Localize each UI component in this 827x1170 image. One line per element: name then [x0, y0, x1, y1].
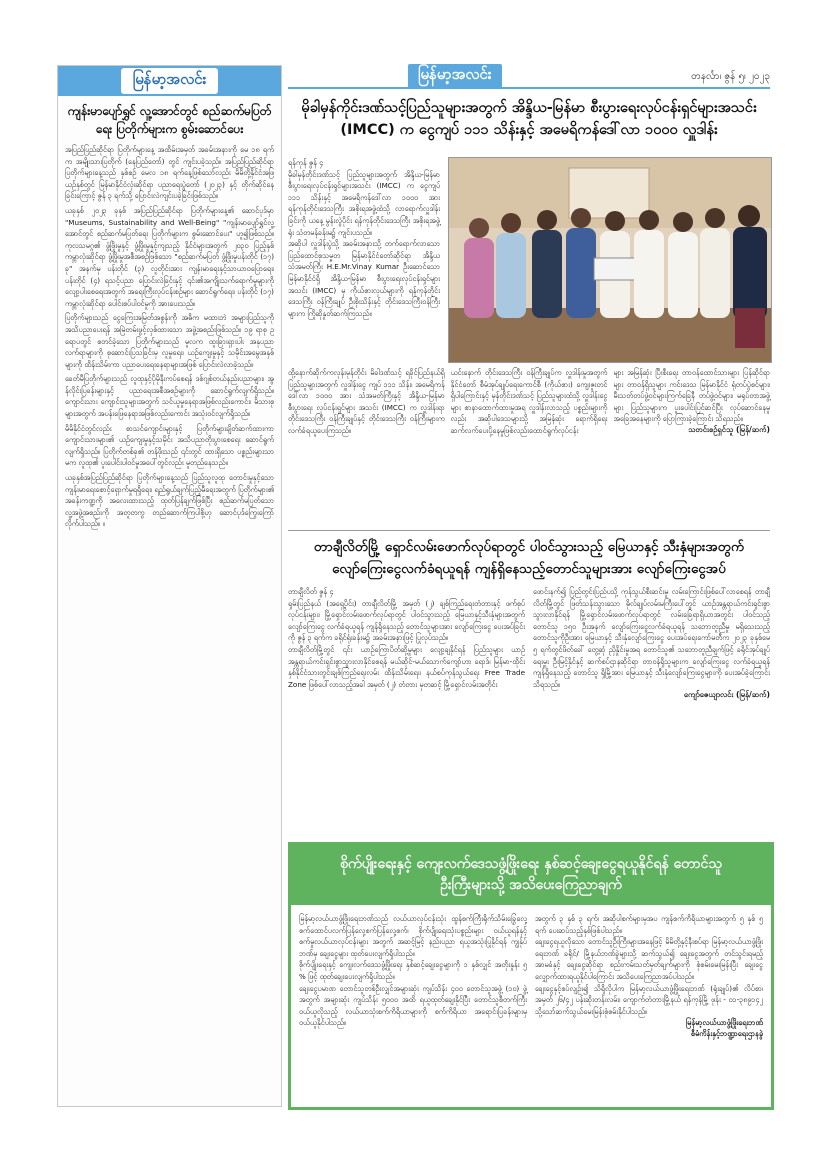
top-article-column: ရန်ကုန် ဇွန် ၄ မိုခါမှန်တိုင်းဒဏ်သင့် ပြည်သူများအတွက် အိန္ဒိယ-မြန်မာ စီးပွားရေးလုပ်ငန်းရှင်များအသင်း (IMCC) က ငွေကျပ် ၁၁၁ သိန်းနှင့် အမေရိကန်ဒေါ်လာ ၁၀၀၀ အား ရန်ကုန်တိုင်းဒေသကြီး အစိုးရအဖွဲ့ထံသို့ လာရောက်လှူဒါန်းခြင်းကို ယနေ့ မွန်းလွဲပိုင်း ရန်ကုန်တိုင်းဒေသကြီး အစိုးရအဖွဲ့ရုံး သံတမန်ခန်းမ၌ ကျင်းပသည်။ အဆိုပါ လှူဒါန်းပွဲသို့ အခမ်းအနားသို့ တက်ရောက်လာသော ပြည်ထောင်စုသမ္မတ မြန်မာနိုင်ငံတော်ဆိုင်ရာ အိန္ဒိယသံအမတ်ကြီး H.E.Mr.Vinay Kumar ဦးဆောင်သော မြန်မာနိုင်ငံရှိ အိန္ဒိယ-မြန်မာ စီးပွားရေးလုပ်ငန်းရှင်များ အသင်း (IMCC) မှ ကိုယ်စားလှယ်များကို ရန်ကုန်တိုင်းဒေသကြီး ဝန်ကြီးချုပ် ဦးစိုးသိန်းနှင့် တိုင်းဒေသကြီးဝန်ကြီးများက ကြိုဆိုနှုတ်ဆက်ကြသည်။ — [288, 158, 440, 318]
top-article-credit: သတင်းစဉ်ရှင်သူ (မြန်/ဆက်) — [688, 424, 771, 434]
left-paragraph: မိမိနိုင်ငံတွင်လည်း စာသင်ကျောင်းများနှင့် ပြတိုက်များချိတ်ဆက်ထားကာ ကျောင်းသားများ၏ ယဉ်ကျေးမှုနှင့်သမိုင်း အသိပညာတိုးပွားစေရေး ဆောင်ရွက်လျက်ရှိသည်။ ပြတိုက်တစ်ခု၏ တန်ဖိုးသည် ၎င်းတွင် ထားရှိသော ပစ္စည်းများသာမက လူထု၏ ပူးပေါင်းပါဝင်မှုအပေါ်တွင်လည်း မူတည်နေသည်။ — [65, 423, 274, 468]
middle-article-columns — [288, 586, 770, 701]
left-paragraph: အပြည်ပြည်ဆိုင်ရာ ပြတိုက်များနေ့ အထိမ်းအမှတ် အခမ်းအနားကို မေ ၁၈ ရက်က အမျိုးသားပြတိုက် (နေပြည်တော်) တွင် ကျင်းပခဲ့သည်။ အပြည်ပြည်ဆိုင်ရာ ပြတိုက်များနေ့သည် နှစ်စဉ် မေလ ၁၈ ရက်နေ့ဖြစ်သော်လည်း မိမိတို့နိုင်ငံအဖြ ယဉ်နှစ်တွင် မြန်မာနိုင်ငံလုံးဆိုင်ရာ ပညာရေးပွဲတော် (၂၀၂၃) နှင့် တိုက်ဆိုင်နေခြင်းကြောင့် ဇွန် ၃ ရက်သို့ ပြောင်းလဲကျင်းပခဲ့ခြင်းဖြစ်သည်။ — [65, 145, 274, 201]
left-masthead-title: မြန်မာ့အလင်း — [121, 68, 219, 94]
left-masthead — [58, 66, 281, 96]
middle-article-column: တာချီလိတ် ဇွန် ၄ ရှမ်းပြည်နယ် (အရှေ့ပိုင်း) တာချီလိတ်မြို့ အမှတ် (၂) ချစ်ကြည်ရေးတံတားနှင့် ဖက်စုပ်လုပ်ငန်းများ၊ မြို့ရှောင်လမ်းဖောက်လုပ်ရာတွင် ပါဝင်သွားသည့် မြေယာနှင့်သီးနှံများအတွက် လျော်ကြေးငွေ လက်ခံရယူရန် ကျန်ရှိနေသည့် တောင်သူများအား လျော်ကြေးငွေ ပေးအပ်ခြင်းကို ဇွန် ၃ ရက်က ခရိုင်ရုံးခန်းမ၌ အခမ်းအနားဖြင့် ပြုလုပ်သည်။ တာချီလိတ်မြို့တွင် ၎င်း ယာဉ်ကြောပိတ်ဆို့မှုများ လျော့ချနိုင်ရန် ပြည်သူများ ယာဉ်အန္တရာယ်ကင်းရှင်းစွာသွားလာနိုင်စေရန် မယ်ဆိုင်-မယ်သောက်ကျော်ဟာ ရောဒ်၊ မြန်မာ-ထိုင်း နှစ်နိုင်ငံသားတွင်းချစ်ကြည်ရေးလမ်း ထိန်းသိမ်းရေး၊ နယ်စပ်ကုန်သွယ်ရေး Free Trade Zone ဖြစ်ပေါ်လာသည့်အခါ အမှတ် (၂) တံတား မှတဆင့် မြို့ရှောင်လမ်းအတိုင်း — [288, 587, 525, 689]
left-paragraph: ယခုနှစ်အပြည်ပြည်ဆိုင်ရာ ပြတိုက်များနေ့သည် ပြည်သူလူထု တောင်းမှုနှင့်သော ကျန်းမာရေးစောင့်ရှောက်မှုရရှိရေး၊ ရည်ရွယ်ချက်ပြည့်မီရေးအတွက် ပြတိုက်များ၏ အခန်းကဏ္ဍကို အလေးထားသည့် ထုတ်ပြန်ချက်ဖြစ်ပြီး စည်ဆက်မပြတ်သော လူ့အဖွဲ့အစည်းကို အတူတကွ တည်ဆောက်ကြပါစို့ဟု ဆောင်ပုဒ်ကြွေးကြော်လိုက်ပါသည်။ ။ — [65, 473, 274, 529]
left-headline: ကျန်းမာပျော်ရွှင် လူ့အောင်တွင် စည်ဆက်မပြတ်ရေး ပြတိုက်များက စွမ်းဆောင်ပေး — [67, 104, 272, 136]
left-article-body — [65, 144, 274, 530]
top-article-column: ယင်းနောက် တိုင်းဒေသကြီး ဝန်ကြီးချုပ်က လှူဒါန်းမှုအတွက် နိုင်ငံတော် စီမံအုပ်ချုပ်ရေးကောင်စီ (ကိုယ်စား) ကျေးဇူးတင်ရှိပါကြောင်းနှင့် မုန်တိုင်းဒဏ်သင့် ပြည်သူများထံသို့ လှူဒါန်းငွေများ စာနာထောက်ထားမှုအရ လှူဒါန်းလာသည့် ပစ္စည်းများကိုလည်း အဆိုပါဒေသများသို့ အမြန်ဆုံး ရောက်ရှိရေး ဆက်လက်ပေးပို့နေမှုဖြစ်လည်းထောင်ရွက်လုပ်ငန်း — [450, 368, 608, 435]
bank-notice-box — [288, 842, 774, 1110]
bank-notice-headline: စိုက်ပျိုးရေးနှင့် ကျေးလက်ဒေသဖွံ့ဖြိုးရေး နှစ်ဆင့်ချေးငွေရယူနိုင်ရန် တောင်သူဦးကြီးများသို့ အသိပေးကြေညာချက် — [291, 845, 771, 905]
left-paragraph: ပြတိုက်များသည် ငွေကြေးအမြတ်အစွန်းကို အဓိက မထားဘဲ အများပြည်သူကို အသိပညာပေးရန် အမြဲတမ်းဖွင့်လှစ်ထားသော အဖွဲ့အစည်းဖြစ်သည်။ ၁၉ ရာစု ဥရောပတွင် စတင်ခဲ့သော ပြတိုက်များသည် မူလက ထူးခြားရှားပါး အနုပညာလက်ရာများကို စုဆောင်းပြသခြင်းမှ လူမှုရေး၊ ယဉ်ကျေးမှုနှင့် သမိုင်းအမွေအနှစ်များကို ထိန်းသိမ်းကာ ပညာပေးရေးနေရာများအဖြစ် ပြောင်းလဲလာခဲ့သည်။ — [65, 313, 274, 369]
masthead-title: မြန်မာ့အလင်း — [408, 64, 502, 88]
issue-date: တနင်္လာ၊ ဇွန် ၅၊ ၂၀၂၃ — [691, 70, 770, 82]
left-paragraph: ယခုနှစ် ၂၀၂၃ ခုနှစ် အပြည်ပြည်ဆိုင်ရာ ပြတိုက်များနေ့၏ ဆောင်ပုဒ်မှာ "Museums, Sustainability and Well-Being" "ကျန်းမာပျော်ရွှင်လူ့အောင်တွင် စည်ဆက်မပြတ်ရေး ပြတိုက်များက စွမ်းဆောင်ပေး" ဟူ၍ဖြစ်သည်။ ကုလသမဂ္ဂ၏ ဖွံ့ဖြိုးမှုနှင့် ဖွံ့ဖြိုးမှုနှင့်ကျသည့် နိုင်ငံများအတွက် ၂၀၃၀ ပြည့်နှစ် ကမ္ဘာလုံးဆိုင်ရာ ဖွံ့ဖြိုးမှုအစီအစဉ်ဖြစ်သော "စည်ဆက်မပြတ် ဖွံ့ဖြိုးမှုပန်းတိုင် (၁၇) ခု" အနက်မှ ပန်းတိုင် (၃) လူတိုင်းအား ကျန်းမာရေးနှင့်သာယာဝပြောရေး၊ ပန်းတိုင် (၄) ရသင့်ပညာ ပြောင်းလဲခြင်းနှင့် ၎င်း၏အကျိုးသက်ရောက်မှုများကို လျော့ပါးစေရေးအတွက် အရေးကြီးလုပ်ငန်းစဉ်များ ဆောင်ရွက်ရေး၊ ပန်းတိုင် (၁၇) ကမ္ဘာလုံးဆိုင်ရာ ပေါင်းစပ်ပါဝင်မှုကို အားပေးသည်။ — [65, 205, 274, 308]
top-article — [288, 97, 770, 527]
bank-notice-column: မြန်မာ့လယ်ယာဖွံ့ဖြိုးရေးဘဏ်သည် လယ်ယာလုပ်ငန်းသုံး ထွန်စက်ကြီးရိုက်သိမ်းခြွေလှေ့စက်ထောင်ပလက်ပြန်လှေ့စက်ပြန်လှေ့စက်၊ စိုက်ပျိုးရေးသုံးပစ္စည်းများ ဝယ်ယူရန်နှင့် စက်မှုလယ်ယာလုပ်ငန်းများ အတွက် အဆင့်မြင့် နည်းပညာ ရယူအသုံးပြုနိုင်ရန် ကျွန်ုပ်ဘဏ်မှ ချေးငွေများ ထုတ်ပေးလျက်ရှိပါသည်။ စိုက်ပျိုးရေးနှင့် ကျေးလက်ဒေသဖွံ့ဖြိုးရေး နှစ်ဆင့်ချေးငွေများကို ၁ နှစ်လျှင် အတိုးနှုန်း ၅ % ဖြင့် ထုတ်ချေးပေးလျက်ရှိပါသည်။ ချေးငွေပမာဏ တောင်သူတစ်ဦးလျှင်အများဆုံး ကျပ်သိန်း ၄၀၀ တောင်သူအဖွဲ့ (၁၀) ဖွဲ့အတွက် အများဆုံး ကျပ်သိန်း ၅၀၀၀ အထိ ရယူထုတ်ချေးနိုင်ပြီး တောင်သူစီတက်ကြီး ဝယ်ယူလိုသည့် လယ်ယာသုံးစက်ကိရိယာများကို စက်ကိရိယာ အရောင်းပြခန်းများမှ ဝယ်ယူနိုင်ပါသည်။ — [299, 914, 527, 1028]
bank-notice-signature: မြန်မာ့လယ်ယာဖွံ့ဖြိုးရေးဘဏ် — [685, 1018, 763, 1028]
top-article-column: များ အမြန်ဆုံး ပြီးစီးရေး တာဝန်ထောင်သားများ ပြန်ဆိုင်ရာ များ တာဝန်ရှိသူများ ကင်းဒေသ မြန်မာနိုင်ငံ ရုံတပ်ပွဲစင်များ၊ မီးသတ်တပ်ဖွဲ့ဝင်များကြက်ခြေနီ တပ်ဖွဲ့ဝင်များ၊ မရုပ်တာအဖွဲ့များ ပြည်သူများက ပူးပေါင်းပြင်ဆင်ပြီး လုပ်ဆောင်နေမှု အခြေအနေများကို ပြောကြားခဲ့ကြောင်း သိရသည်။ — [613, 368, 771, 424]
donation-ceremony-photo — [448, 157, 772, 363]
top-article-lower-columns — [288, 367, 770, 437]
bank-notice-department: စီမံကိန်းနှင့်ဘဏ္ဍာရေးဌာနခွဲ — [690, 1029, 763, 1039]
middle-headline: တာချီလိတ်မြို့ ရှောင်လမ်းဖောက်လုပ်ရာတွင် ပါဝင်သွားသည့် မြေယာနှင့် သီးနှံများအတွက် လျော်ကြေးငွေလက်ခံရယူရန် ကျန်ရှိနေသည့်တောင်သူများအား လျော်ကြေးငွေအပ် — [313, 539, 745, 577]
bank-notice-column: အတွက် ၃ နှစ် ၃ ရက်၊ အဆိုပါစက်များမှအပ ကျန်စက်ကိရိယာများအတွက် ၅ နှစ် ၅ ရက် ပေးဆပ်သည့်နှစ်ဖြစ်ပါသည်။ ချေးငွေရယူလိုသော တောင်သူဦးကြီးများအနေဖြင့် မိမိတို့နှင့်နီးစပ်ရာ မြန်မာ့လယ်ယာဖွံ့ဖြိုးရေးဘဏ် ခရိုင်/ မြို့နယ်ဘဏ်ခွဲများသို့ ဆက်သွယ်၍ ချေးငွေအတွက် တင်သွင်းရမည့်အာမခံနှင့် ချေးငွေဆိုင်ရာ စည်းကမ်းသတ်မှတ်ချက်များကို စုံစမ်းမေးမြန်းပြီး ချေးငွေလျှောက်ထားရယူနိုင်ပါကြောင်း အသိပေးကြေညာအပ်ပါသည်။ ချေးငွေနှင့်စပ်လျဉ်း၍ သိရှိလိုပါက မြန်မာ့လယ်ယာဖွံ့ဖြိုးရေးဘဏ် (ရုံးချုပ်)၏ လိပ်စာ၊ အမှတ် ၂၆/၄၂ ပန်းဆိုးတန်းလမ်း၊ ကျောက်တံတားမြို့နယ် ရန်ကုန်မြို့ ဖုန်း - ၀၁-၃၈၉၁၄၂ သို့သော်ဆက်သွယ်မေးမြန်းစုံစမ်းနိုင်ပါသည်။ — [535, 914, 763, 1016]
left-column — [57, 65, 282, 1107]
middle-article-column: ဖောင်းနက်၍ ပြည်တွင်းပြည်ပသို့ ကုန်သွယ်စီးဆင်းမှု လမ်းကြောင်းဖြစ်ပေါ်လာစေရန် တာချီလိတ်မြို့တွင် ဖြတ်သန်းသွားသော ဓိုလ်ချုပ်လမ်းမကြီးပေါ်တွင် ယာဉ်အန္တရာယ်ကင်းရှင်းစွာ သွားလာနိုင်ရန် မြို့ရှောင်လမ်းဖောက်လုပ်ရာတွင် လမ်းခြေရာရှိယာအတွင်း ပါဝင်သည့် တောင်သူ ၁၅၀ ဦးအနက် လျော်ကြေးငွေလက်ခံရယူရန် သဘောတူညီမှု မရှိသေးသည့် တောင်သူကိုဦးအား မြေယာနှင့် သီးနှံလျော်ကြေးငွေ ပေးအပ်ရေးကော်မတီက ၂၀၂၃ ခုနှစ်မေ ၅ ရက်တွင်ဖိတ်ခေါ် တွေ့ဆုံ ညှိနှိုင်းမှုအရ တောင်သူ၏ သဘောတူညီချက်ဖြင့် ခရိုင်အုပ်ချုပ်ရေးမှူး ဦးမြင့်နိုင်နှင့် ဆက်စပ်ဌာနဆိုင်ရာ တာဝန်ရှိသူများက လျော်ကြေးငွေ လက်ခံရယူရန် ကျန်ရှိနေသည့် တောင်သူ ရှိမြို့အား မြေယာနှင့် သီးနှံလျော်ကြေးငွေများကို ပေးအပ်ခဲ့ကြောင်း သိရသည်။ — [533, 587, 770, 689]
section-divider — [288, 530, 770, 531]
left-paragraph: ခေတ်မီပြတိုက်များသည် လူထုနှင့်ပိုမိုနီးကပ်စေရန် ဒစ်ဂျစ်တယ်နည်းပညာများ၊ အွန်လိုင်းပြခန်းများနှင့် ပညာရေးအစီအစဉ်များကို ဆောင်ရွက်လျက်ရှိသည်။ ကျောင်းသား ကျောင်းသူများအတွက် သင်ယူမှုနေရာအဖြစ်လည်းကောင်း၊ မိသားစုများအတွက် အပန်းဖြေနေရာအဖြစ်လည်းကောင်း အသုံးဝင်လျက်ရှိသည်။ — [65, 374, 274, 419]
donation-photo-illustration — [449, 158, 771, 362]
top-headline: မိုခါမှန်ကိုင်းဒဏ်သင့်ပြည်သူများအတွက် အိန္ဒိယ-မြန်မာ စီးပွားရေးလုပ်ငန်းရှင်များအသင်း (IMCC) က ငွေကျပ် ၁၁၁ သိန်းနှင့် အမေရိကန်ဒေါ်လာ ၁၀၀၀ လှူဒါန်း — [301, 100, 757, 138]
bank-notice-columns — [291, 905, 771, 1047]
page-header — [288, 65, 770, 89]
top-article-column: ထို့နောက်ဆိုက်ကလုန်းမုန်တိုင်း မိခါဒဏ်သင့် ရခိုင်ပြည်နယ်ရှိ ပြည်သူများအတွက် လှူဒါန်းငွေ ကျပ် ၁၁၁ သိန်း၊ အမေရိကန် ဒေါ်လာ ၁၀၀၀ အား သံအမတ်ကြီးနှင့် အိန္ဒိယ-မြန်မာစီးပွားရေး လုပ်ငန်းရှင်များ အသင်း (IMCC) က လှူဒါန်းရာ တိုင်းဒေသကြီး ဝန်ကြီးချုပ်နှင့် တိုင်းဒေသကြီး ဝန်ကြီးများက လက်ခံရယူပေးကြသည်။ — [288, 368, 445, 435]
middle-article-credit: ကျော်ဇေယျာလင်း (မြန်/ဆက်) — [683, 690, 770, 700]
middle-article — [288, 536, 770, 776]
